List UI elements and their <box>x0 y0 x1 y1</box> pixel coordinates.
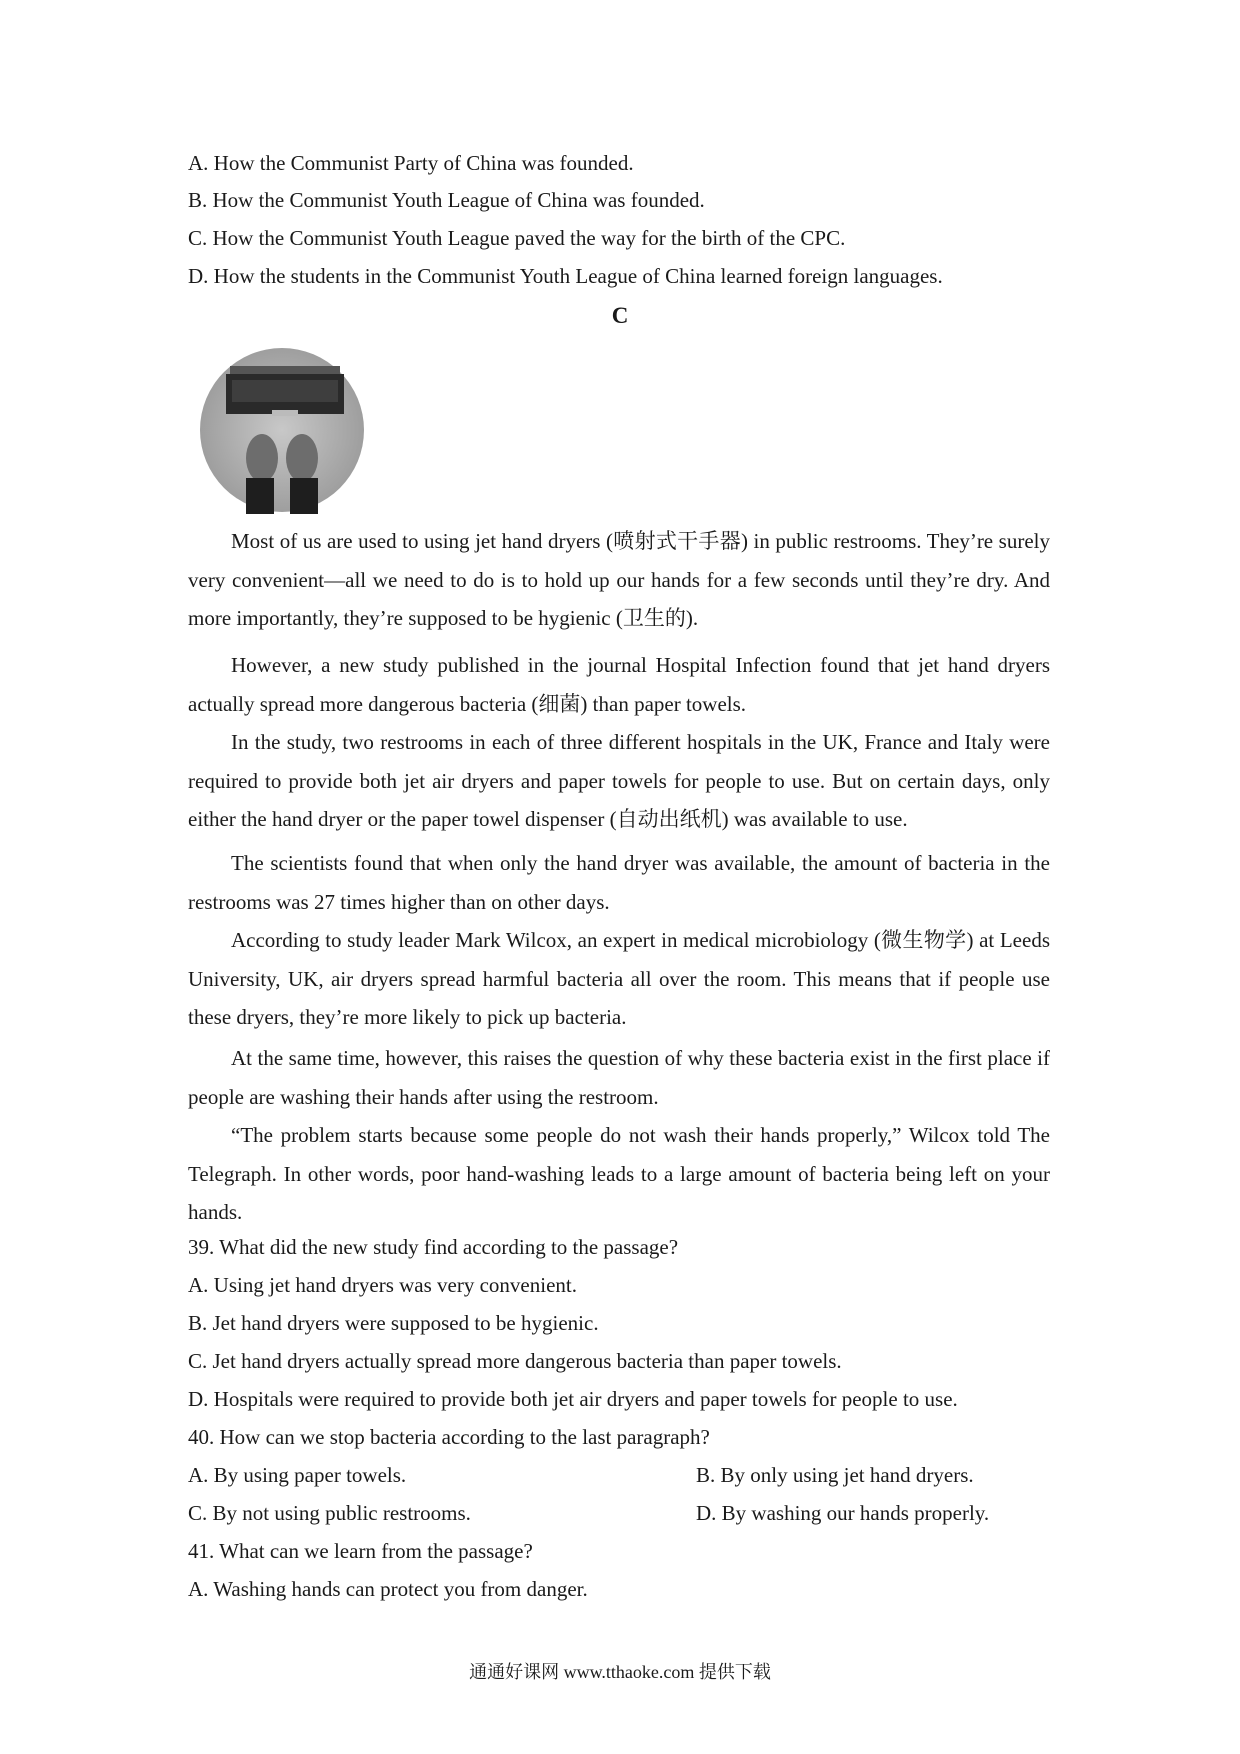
q40-option-d: D. By washing our hands properly. <box>696 1501 990 1525</box>
q39-option-b: B. Jet hand dryers were supposed to be hygienic. <box>188 1311 599 1335</box>
q39-option-d: D. Hospitals were required to provide both jet air dryers and paper towels for people to use. <box>188 1387 958 1411</box>
q40-option-b: B. By only using jet hand dryers. <box>696 1463 974 1487</box>
q41-question: 41. What can we learn from the passage? <box>188 1539 533 1563</box>
q39-option-a: A. Using jet hand dryers was very convenient. <box>188 1273 577 1297</box>
q40-option-c: C. By not using public restrooms. <box>188 1501 471 1525</box>
q39-option-c: C. Jet hand dryers actually spread more dangerous bacteria than paper towels. <box>188 1349 842 1373</box>
prev-option-d: D. How the students in the Communist Youth League of China learned foreign languages. <box>188 264 943 288</box>
section-title: C <box>611 303 629 328</box>
paragraph-7: “The problem starts because some people do not wash their hands properly,” Wilcox told The Telegraph. In other words, poor hand-washing leads to a large amount of bacteria being left on your hands. <box>188 1123 1050 1224</box>
prev-option-c: C. How the Communist Youth League paved the way for the birth of the CPC. <box>188 226 846 250</box>
paragraph-3: In the study, two restrooms in each of three different hospitals in the UK, France and Italy were required to provide both jet air dryers and paper towels for people to use. But on certain days, only either the hand dryer or the paper towel dispenser (自动出纸机) was available to use. <box>188 730 1050 831</box>
paragraph-4: The scientists found that when only the hand dryer was available, the amount of bacteria in the restrooms was 27 times higher than on other days. <box>188 851 1050 914</box>
paragraph-5: According to study leader Mark Wilcox, an expert in medical microbiology (微生物学) at Leeds University, UK, air dryers spread harmful bacteria all over the room. This means that if people use these dryers, they’re more likely to pick up bacteria. <box>188 928 1050 1029</box>
paragraph-2: However, a new study published in the journal Hospital Infection found that jet hand dryers actually spread more dangerous bacteria (细菌) than paper towels. <box>188 653 1050 716</box>
paragraph-1: Most of us are used to using jet hand dryers (喷射式干手器) in public restrooms. They’re surely very convenient—all we need to do is to hold up our hands for a few seconds until they’re dry. And more importantly, they’re supposed to be hygienic (卫生的). <box>188 529 1050 630</box>
q41-option-a: A. Washing hands can protect you from danger. <box>188 1577 588 1601</box>
q40-question: 40. How can we stop bacteria according to the last paragraph? <box>188 1425 710 1449</box>
q39-question: 39. What did the new study find according to the passage? <box>188 1235 679 1259</box>
footer-credit: 通通好课网 www.tthaoke.com 提供下载 <box>469 1662 771 1682</box>
prev-option-b: B. How the Communist Youth League of China was founded. <box>188 188 705 212</box>
hand-dryer-photo <box>190 340 375 515</box>
q40-option-a: A. By using paper towels. <box>188 1463 407 1487</box>
paragraph-6: At the same time, however, this raises the question of why these bacteria exist in the first place if people are washing their hands after using the restroom. <box>188 1046 1050 1109</box>
prev-option-a: A. How the Communist Party of China was founded. <box>188 151 634 175</box>
